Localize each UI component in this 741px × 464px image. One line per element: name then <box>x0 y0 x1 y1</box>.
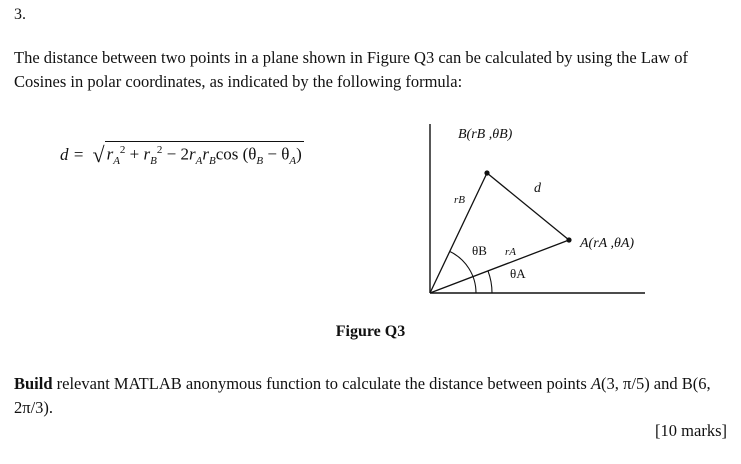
label-theta-a: θA <box>510 266 526 281</box>
question-intro: The distance between two points in a plane shown in Figure Q3 can be calculated by using the Law of Cosines in polar coordinates, as indicated by the following formula: <box>14 48 689 91</box>
marks-allocation: [10 marks] <box>655 421 727 440</box>
label-ra: rA <box>505 246 516 258</box>
label-rb: rB <box>454 194 465 206</box>
label-point-a: A(rA ,θA) <box>580 236 635 251</box>
figure-caption: Figure Q3 <box>335 323 406 340</box>
figure-q3-diagram <box>420 118 720 298</box>
point-b <box>484 170 489 175</box>
task-statement: Build relevant MATLAB anonymous function to calculate the distance between points A(3, π/5) and B(6, 2π/3). <box>14 374 711 417</box>
question-number: 3. <box>14 6 26 23</box>
square-root-sign: √ <box>92 142 105 167</box>
label-theta-b: θB <box>472 243 487 258</box>
point-a <box>566 237 571 242</box>
law-of-cosines-formula <box>60 140 304 167</box>
distance-line-d <box>487 173 569 240</box>
formula-lhs: d = <box>60 145 85 164</box>
label-d: d <box>534 181 541 196</box>
angle-arc-theta-a <box>488 271 492 293</box>
formula-radicand: $r_A^2 + r_B^2 - 2r_Ar_B\cos$ $(\theta_B - \theta_A)$ <box>105 141 304 167</box>
label-point-b: B(rB ,θB) <box>458 127 513 142</box>
